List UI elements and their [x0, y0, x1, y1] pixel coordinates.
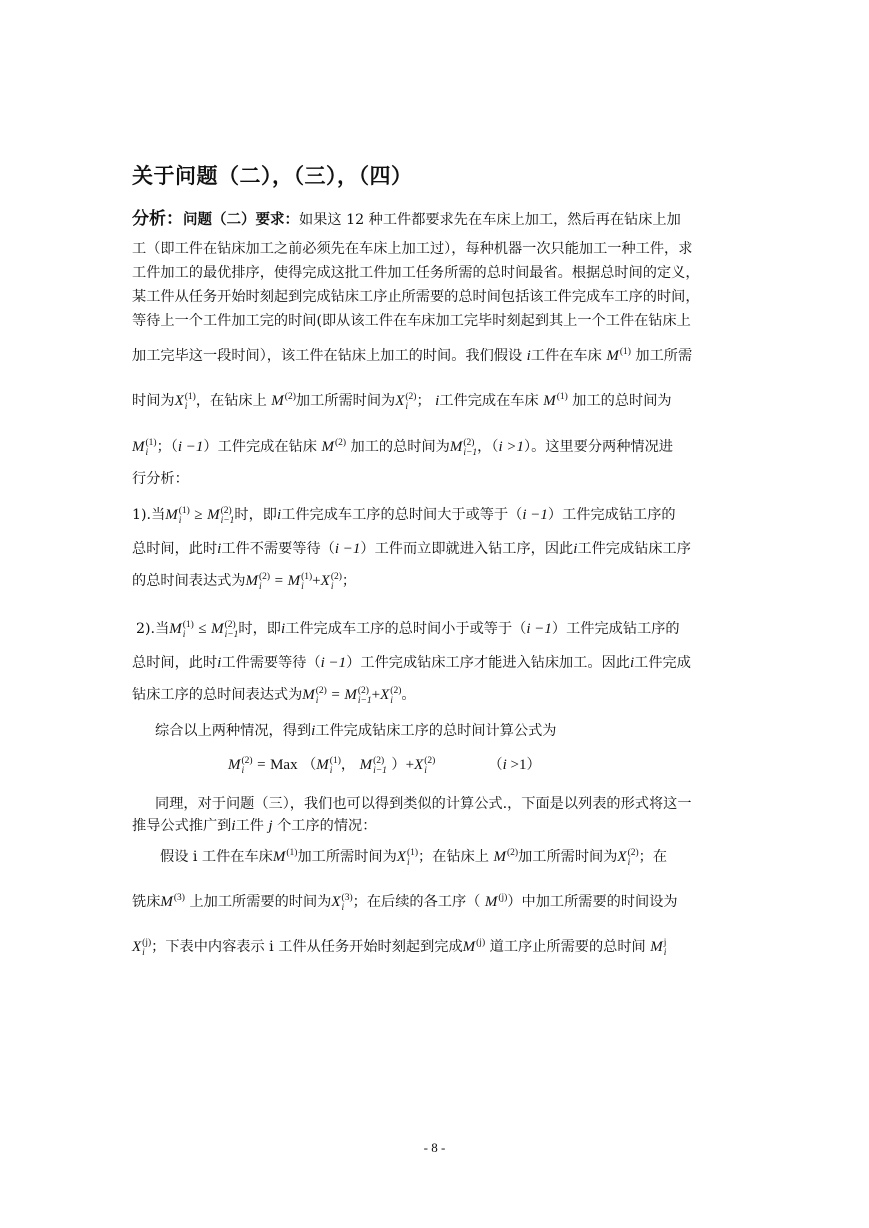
- math-script: (2) i−1: [373, 755, 387, 776]
- math-var: j: [268, 818, 273, 834]
- text-run: ）工件完成在钻床: [203, 439, 317, 455]
- text-run: 的总时间表达式为: [132, 573, 246, 589]
- math-script: (j) i: [142, 937, 152, 958]
- math-var: M: [462, 939, 476, 955]
- math-expr: >1: [506, 757, 527, 773]
- text-run: ；在: [638, 849, 668, 865]
- math-var: M: [493, 849, 506, 865]
- math-script: (1) i: [145, 437, 157, 458]
- math-script: (1) i: [182, 619, 194, 640]
- text-run: ，在钻床上: [195, 393, 267, 409]
- math-func: Max: [270, 757, 298, 773]
- math-var: i: [217, 655, 222, 671]
- text-run: 假设 i 工件在车床: [160, 849, 273, 865]
- math-op: =: [331, 687, 340, 703]
- math-var: M: [228, 757, 241, 773]
- math-var: M: [316, 757, 329, 773]
- page-number: - 8 -: [423, 1140, 446, 1155]
- math-script: (2) i−1: [224, 619, 239, 640]
- text-run: ；下表中内容表示 i 工件从任务开始时刻起到完成: [151, 939, 463, 955]
- math-var: i: [311, 723, 316, 739]
- paragraph-line: 等待上一个工件加工完的时间(即从该工件在车床加工完毕时刻起到其上一个工件在钻床上: [132, 313, 691, 329]
- math-var: i: [281, 621, 286, 637]
- math-script: (2) i−1: [463, 437, 478, 458]
- text-run: ，: [340, 757, 356, 773]
- text-run: ）中加工所需要的时间设为: [507, 894, 678, 910]
- text-run: 。: [401, 687, 416, 703]
- text-run: 综合以上两种情况，得到: [155, 723, 312, 739]
- math-var: M: [484, 894, 498, 910]
- text-run: ）工件完成钻工序的: [547, 507, 676, 523]
- case-1-line: [132, 538, 691, 560]
- text-run: ；在钻床上: [418, 849, 489, 865]
- math-var: X: [617, 849, 627, 865]
- question-label: 问题（二）要求：: [183, 212, 299, 228]
- paragraph-line: 某工件从任务开始时刻起到完成钻床工序止所需要的总时间包括该工件完成车工序的时间，: [132, 289, 700, 305]
- text-run: 加工所需时间为: [518, 849, 618, 865]
- math-var: M: [160, 894, 173, 910]
- text-run: 钻床工序的总时间表达式为: [132, 687, 303, 703]
- math-var: i: [526, 348, 531, 364]
- text-run: 工件完成: [634, 655, 691, 671]
- paragraph-line: 工件加工的最优排序，使得完成这批工件加工任务所需的总时间最省。根据总时间的定义，: [132, 265, 700, 281]
- math-op: ≥: [194, 507, 203, 523]
- math-expr: i >1: [498, 439, 524, 455]
- math-var: M: [132, 439, 145, 455]
- summary-line: [155, 720, 556, 742]
- analysis-label: 分析：: [132, 209, 183, 229]
- text-run: ）工件而立即就进入钻工序，因此: [360, 541, 574, 557]
- text-run: 工件完成钻床工序的总时间计算公式为: [315, 723, 557, 739]
- text-run: 工件完成车工序的总时间大于或等于（: [281, 507, 523, 523]
- math-script: (2) i: [627, 847, 639, 868]
- math-script: (2) i: [315, 685, 327, 706]
- text-run: 加工所需时间为: [297, 849, 397, 865]
- math-var: X: [320, 573, 330, 589]
- text-run: 加工的总时间为: [572, 393, 672, 409]
- paragraph-line: [132, 891, 678, 914]
- text-run: 推导公式推广到: [132, 818, 232, 834]
- case-2-line: [132, 684, 416, 707]
- text-run: 总时间，此时: [132, 541, 218, 557]
- math-script: (1) i: [329, 755, 341, 776]
- text-run: 加工所需时间为: [295, 393, 396, 409]
- math-script: (2): [507, 847, 519, 858]
- text-run: ）: [526, 757, 541, 773]
- text-run: 工件完成车工序的总时间小于或等于（: [285, 621, 527, 637]
- math-op: +: [405, 757, 415, 773]
- text-run: ；（: [156, 439, 178, 455]
- paragraph-line: [132, 208, 681, 231]
- text-run: （: [302, 757, 317, 773]
- math-script: (1) i: [184, 391, 196, 412]
- math-script: (3): [173, 892, 185, 903]
- math-script: (2) i: [259, 571, 271, 592]
- math-script: (2) i: [424, 755, 436, 776]
- case-2-line: [132, 652, 691, 674]
- math-var: i: [217, 541, 222, 557]
- math-op: =: [274, 573, 284, 589]
- math-script: (1): [556, 391, 568, 402]
- text-run: ）工件完成钻床工序才能进入钻床加工。因此: [346, 655, 630, 671]
- math-var: M: [245, 573, 259, 589]
- math-script: (1): [286, 847, 298, 858]
- math-var: i: [573, 541, 578, 557]
- text-run: 加工所需: [635, 348, 693, 364]
- text-run: 1).当: [132, 507, 166, 523]
- text-run: ）: [391, 757, 406, 773]
- math-var: M: [169, 621, 182, 637]
- paragraph-line: [132, 390, 672, 413]
- math-script: (1) i: [301, 571, 313, 592]
- math-var: i: [277, 507, 282, 523]
- math-var: i: [435, 393, 440, 409]
- text-run: 道工序止所需要的总时间: [489, 939, 646, 955]
- paragraph-line: 工（即工件在钻床加工之前必须先在车床上加工过），每种机器一次只能加工一种工件，求: [132, 241, 693, 257]
- math-var: X: [331, 894, 341, 910]
- math-expr: i −1: [526, 621, 552, 637]
- text-run: 工件完成钻床工序: [577, 541, 691, 557]
- text-run: ；在后续的各工序（: [352, 894, 481, 910]
- paragraph-line: [132, 436, 673, 459]
- math-script: (3) i: [341, 892, 353, 913]
- math-var: M: [606, 348, 619, 364]
- math-expr: i −1: [522, 507, 548, 523]
- math-script: (2) i: [330, 571, 342, 592]
- text-run: ；: [341, 573, 357, 589]
- math-script: (j): [476, 937, 486, 948]
- math-var: M: [543, 393, 556, 409]
- paragraph-line: [132, 815, 376, 837]
- math-var: M: [211, 621, 224, 637]
- math-var: M: [165, 507, 178, 523]
- math-op: +: [312, 573, 321, 589]
- math-script: (1): [619, 346, 631, 357]
- paragraph-line: [160, 846, 667, 869]
- text-run: 时间为: [132, 393, 175, 409]
- text-run: 工件完成在车床: [439, 393, 539, 409]
- text-run: 时，即: [234, 507, 277, 523]
- math-script: (1) i: [178, 505, 190, 526]
- math-script: (1) i: [406, 847, 419, 868]
- math-var: M: [207, 507, 220, 523]
- math-var: M: [359, 757, 373, 773]
- text-run: 工件: [235, 818, 264, 834]
- text-run: 加工完毕这一段时间），该工件在钻床上加工的时间。我们假设: [132, 348, 523, 364]
- text-run: ；: [416, 393, 431, 409]
- text-run: 时，即: [238, 621, 281, 637]
- math-var: X: [414, 757, 424, 773]
- text-run: 加工的总时间为: [350, 439, 450, 455]
- math-var: M: [271, 393, 284, 409]
- paragraph-line: [132, 936, 666, 959]
- text-run: 工件在车床: [530, 348, 602, 364]
- text-run: ）工件完成钻工序的: [551, 621, 680, 637]
- math-var: M: [287, 573, 301, 589]
- case-1-line: [132, 504, 676, 527]
- math-var: M: [344, 687, 357, 703]
- paragraph-line: 同理，对于问题（三），我们也可以得到类似的计算公式.，下面是以列表的形式将这一: [155, 796, 692, 812]
- math-script: (j): [498, 892, 508, 903]
- math-script: (2) i−1: [357, 685, 372, 706]
- math-script: (2) i: [390, 685, 402, 706]
- math-var: M: [321, 439, 334, 455]
- text-run: 工件不需要等待（: [221, 541, 335, 557]
- math-script: (2) i: [241, 755, 253, 776]
- math-var: M: [302, 687, 315, 703]
- math-var: i: [502, 757, 507, 773]
- section-heading: 关于问题（二），（三），（四）: [132, 164, 413, 188]
- math-script: (2): [334, 437, 347, 448]
- math-expr: i −1: [334, 541, 361, 557]
- text-run: 上加工所需要的时间为: [189, 894, 332, 910]
- math-script: (2) i−1: [220, 505, 235, 526]
- math-script: j i: [663, 937, 667, 958]
- math-op: +: [371, 687, 381, 703]
- math-var: i: [629, 655, 635, 671]
- text-run: 铣床: [132, 894, 161, 910]
- text-run: 个工序的情况：: [277, 818, 377, 834]
- case-1-line: [132, 570, 356, 593]
- paragraph-line: [132, 345, 692, 368]
- math-var: X: [395, 393, 405, 409]
- text-run: 如果这 12 种工件都要求先在车床上加工，然后再在钻床上加: [299, 212, 681, 228]
- math-op: =: [257, 757, 266, 773]
- text-run: 工件需要等待（: [221, 655, 321, 671]
- math-var: M: [449, 439, 463, 455]
- math-script: (2): [284, 391, 296, 402]
- text-run: ）。这里要分两种情况进: [524, 439, 673, 455]
- formula-line: [228, 754, 541, 777]
- math-var: M: [650, 939, 663, 955]
- math-var: X: [380, 687, 390, 703]
- text-run: 总时间，此时: [132, 655, 218, 671]
- math-expr: i −1: [177, 439, 204, 455]
- math-var: X: [132, 939, 142, 955]
- math-expr: i −1: [320, 655, 347, 671]
- text-run: ，（: [477, 439, 499, 455]
- math-op: ≤: [198, 621, 207, 637]
- paragraph-line: 行分析：: [132, 471, 189, 487]
- math-var: X: [174, 393, 184, 409]
- text-run: 2).当: [136, 621, 170, 637]
- math-var: X: [396, 849, 406, 865]
- math-var: i: [231, 818, 236, 834]
- text-run: （: [488, 757, 503, 773]
- math-var: M: [272, 849, 286, 865]
- case-2-line: [136, 618, 680, 641]
- math-script: (2) i: [405, 391, 417, 412]
